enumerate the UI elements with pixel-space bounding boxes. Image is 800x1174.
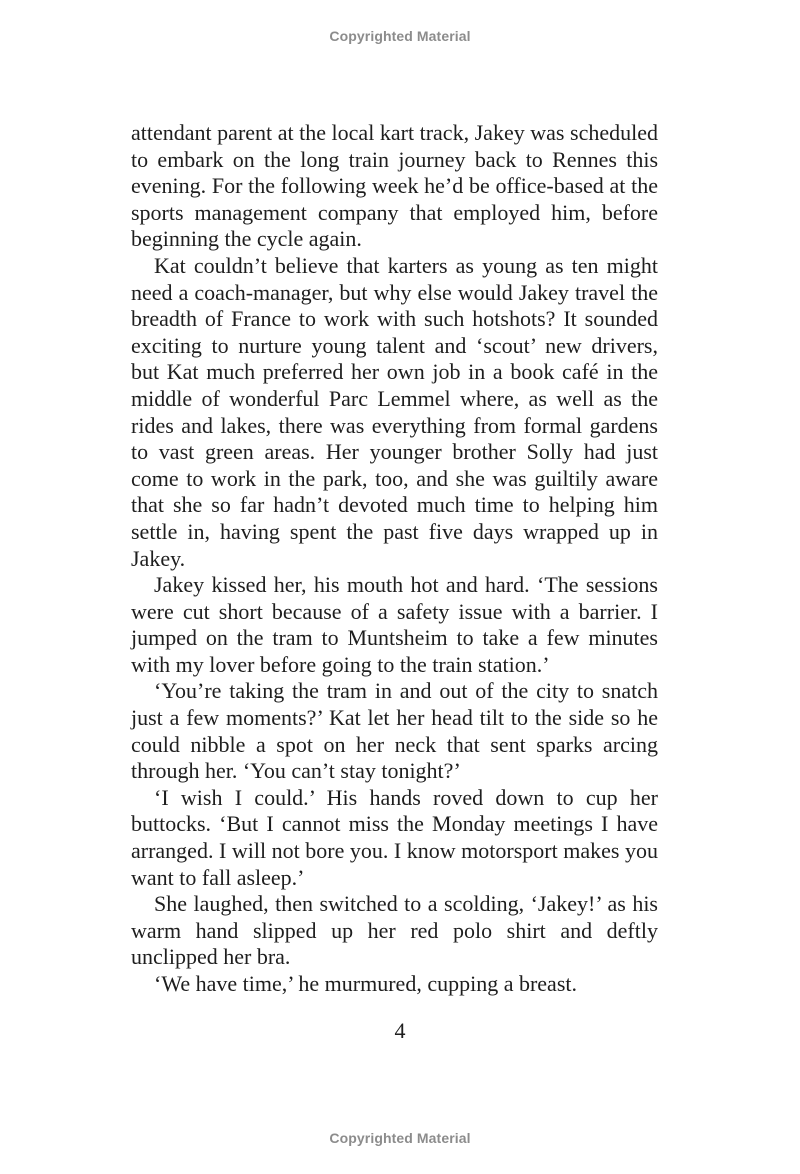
page-body [131,120,658,998]
paragraph-2: Kat couldn’t believe that karters as young as ten might need a coach-manager, but why else would Jakey travel the breadth of France to work with such hotshots? It sounded exciting to nurture young talent and ‘scout’ new drivers, but Kat much preferred her own job in a book café in the middle of wonderful Parc Lemmel where, as well as the rides and lakes, there was everything from formal gardens to vast green areas. Her younger brother Solly had just come to work in the park, too, and she was guiltily aware that she so far hadn’t devoted much time to helping him settle in, having spent the past five days wrapped up in Jakey. [131,252,658,571]
page-number: 4 [394,1018,406,1043]
paragraph-6: She laughed, then switched to a scolding, ‘Jakey!’ as his warm hand slipped up her red polo shirt and deftly unclipped her bra. [131,891,658,970]
paragraph-1: attendant parent at the local kart track, Jakey was scheduled to embark on the long train journey back to Rennes this evening. For the following week he’d be office-based at the sports management company that employed him, before beginning the cycle again. [131,120,658,252]
copyright-watermark-bottom: Copyrighted Material [329,1130,471,1146]
paragraph-5: ‘I wish I could.’ His hands roved down to cup her buttocks. ‘But I cannot miss the Monday meetings I have arranged. I will not bore you. I know motorsport makes you want to fall asleep.’ [131,784,658,890]
copyright-watermark-top: Copyrighted Material [329,28,471,44]
paragraph-4: ‘You’re taking the tram in and out of the city to snatch just a few moments?’ Kat let her head tilt to the side so he could nibble a spot on her neck that sent sparks arcing through her. ‘You can’t stay tonight?’ [131,678,658,784]
paragraph-7: ‘We have time,’ he murmured, cupping a breast. [154,971,577,996]
paragraph-3: Jakey kissed her, his mouth hot and hard. ‘The sessions were cut short because of a safety issue with a barrier. I jumped on the tram to Muntsheim to take a few minutes with my lover before going to the train station.’ [131,572,658,677]
